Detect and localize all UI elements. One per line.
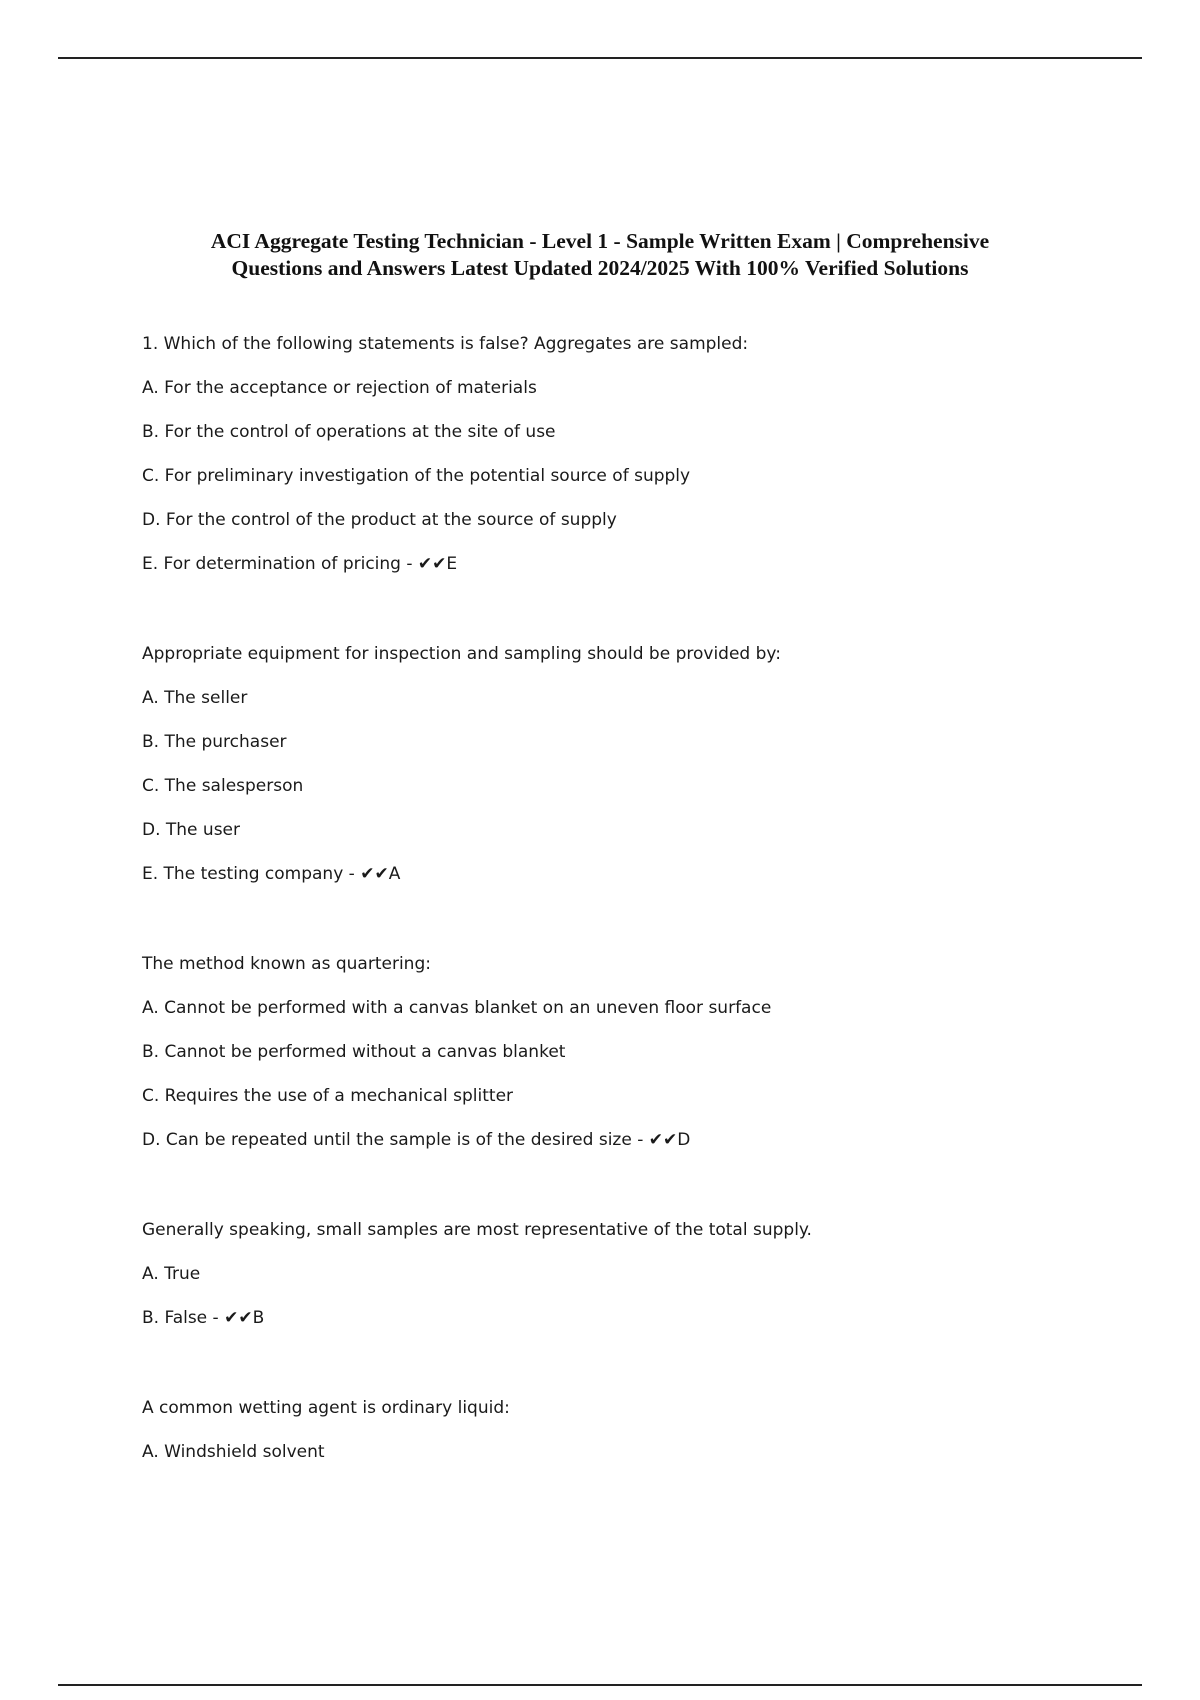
title-line-2: Questions and Answers Latest Updated 2024/2025 With 100% Verified Solutions — [231, 256, 969, 281]
header-rule — [58, 57, 1142, 59]
question-2 — [142, 638, 1082, 904]
option-d: D. For the control of the product at the source of supply — [142, 510, 617, 530]
question-4 — [142, 1214, 1082, 1348]
question-5 — [142, 1392, 1082, 1480]
option-a: A. Cannot be performed with a canvas blanket on an uneven floor surface — [142, 998, 772, 1018]
title-line-1: ACI Aggregate Testing Technician - Level 1 - Sample Written Exam | Comprehensive — [210, 229, 990, 254]
option-c: C. For preliminary investigation of the potential source of supply — [142, 466, 691, 486]
option-b: B. Cannot be performed without a canvas blanket — [142, 1042, 566, 1062]
option-b: B. The purchaser — [142, 732, 287, 752]
option-b: B. For the control of operations at the site of use — [142, 422, 556, 442]
question-3 — [142, 948, 1082, 1170]
question-text: Appropriate equipment for inspection and sampling should be provided by: — [142, 644, 781, 664]
option-a: A. The seller — [142, 688, 248, 708]
question-list — [142, 328, 1082, 1524]
question-text: A common wetting agent is ordinary liquid: — [142, 1398, 510, 1418]
option-e-with-answer: E. For determination of pricing - ✔✔E — [142, 554, 458, 574]
option-d: D. The user — [142, 820, 240, 840]
option-a: A. For the acceptance or rejection of materials — [142, 378, 537, 398]
question-text: 1. Which of the following statements is false? Aggregates are sampled: — [142, 334, 749, 354]
question-text: The method known as quartering: — [142, 954, 431, 974]
option-c: C. Requires the use of a mechanical splitter — [142, 1086, 514, 1106]
option-b-with-answer: B. False - ✔✔B — [142, 1308, 265, 1328]
option-d-with-answer: D. Can be repeated until the sample is of the desired size - ✔✔D — [142, 1130, 691, 1150]
option-a: A. True — [142, 1264, 201, 1284]
question-text: Generally speaking, small samples are most representative of the total supply. — [142, 1220, 812, 1240]
question-1 — [142, 328, 1082, 594]
document-title — [130, 228, 1070, 282]
option-c: C. The salesperson — [142, 776, 304, 796]
option-e-with-answer: E. The testing company - ✔✔A — [142, 864, 401, 884]
option-a: A. Windshield solvent — [142, 1442, 325, 1462]
footer-rule — [58, 1684, 1142, 1686]
